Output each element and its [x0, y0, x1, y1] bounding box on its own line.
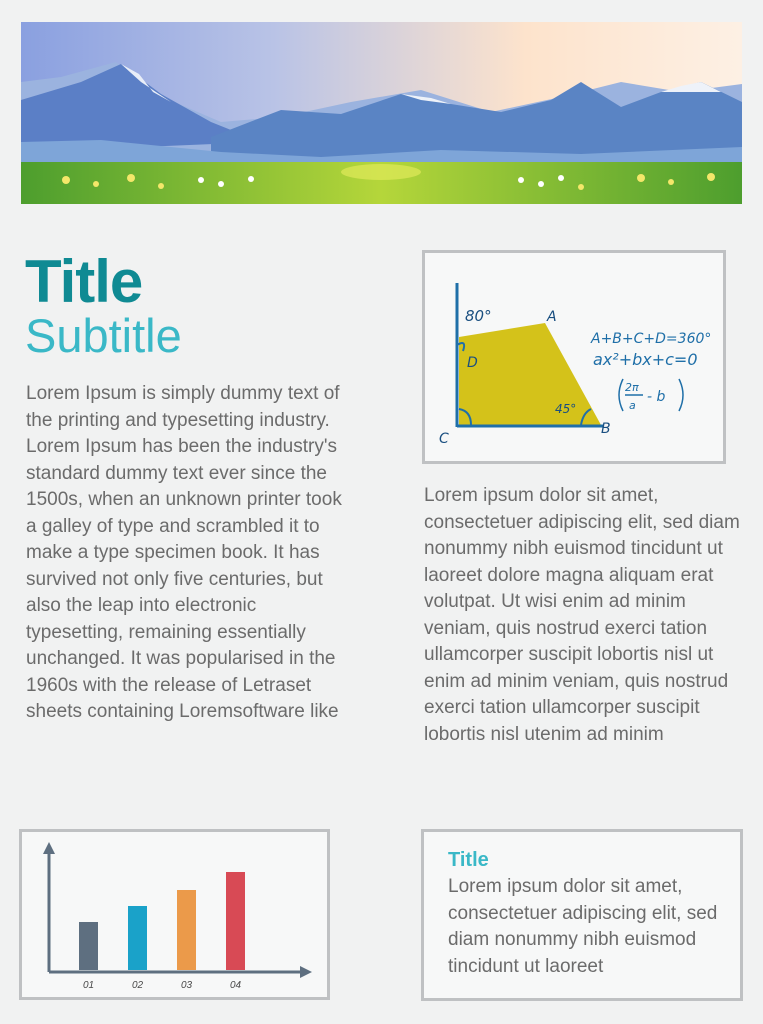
tick-label-04: 04	[229, 980, 242, 991]
card-text: Lorem ipsum dolor sit amet, consectetuer adipiscing elit, sed diam nonummy nibh euismod tincidunt ut laoreet	[448, 876, 718, 977]
mountain-landscape-image	[21, 22, 742, 204]
page-title: Title	[25, 248, 143, 315]
bar-03	[177, 890, 196, 970]
body-text-right: Lorem ipsum dolor sit amet, consectetuer adipiscing elit, sed diam nonummy nibh euismod tincidunt ut laoreet dolore magna aliquam erat volutpat. Ut wisi enim ad minim veniam, quis nostrud exerci tation ullamcorper suscipit lobortis nisl ut enim ad minim veniam, quis nostrud exerci tation ullamcorper suscipit lobortis nisl utenim ad minim	[424, 485, 740, 745]
angle-80-label: 80°	[465, 307, 492, 325]
vertex-d-label: D	[467, 355, 478, 371]
vertex-b-label: B	[601, 421, 611, 437]
tick-label-01: 01	[82, 980, 95, 991]
page-subtitle: Subtitle	[25, 309, 182, 362]
bar-chart	[22, 832, 327, 997]
equation-quadratic: ax²+bx+c=0	[593, 350, 698, 369]
tick-label-02: 02	[131, 980, 144, 991]
vertex-c-label: C	[439, 431, 449, 447]
x-axis-arrow	[300, 966, 312, 978]
fraction-remainder: - b	[647, 389, 666, 405]
fraction-denominator: a	[629, 399, 636, 412]
quadrilateral-diagram	[425, 253, 723, 461]
bar-02	[128, 906, 147, 970]
equation-angles: A+B+C+D=360°	[591, 331, 712, 347]
y-axis-arrow	[43, 842, 55, 854]
body-text-left: Lorem Ipsum is simply dummy text of the printing and typesetting industry. Lorem Ipsum has been the industry's standard dummy text ever since the 1500s, when an unknown printer took a galley of type and scrambled it to make a type specimen book. It has survived not only five centuries, but also the leap into electronic typesetting, remaining essentially unchanged. It was popularised in the 1960s with the release of Letraset sheets containing Loremsoftware like	[26, 383, 342, 722]
bar-01	[79, 922, 98, 970]
card-title: Title	[448, 849, 489, 871]
vertex-a-label: A	[547, 309, 557, 325]
math-illustration-frame	[422, 250, 726, 464]
bar-chart-frame	[19, 829, 330, 1000]
angle-45-label: 45°	[555, 402, 577, 416]
tick-label-03: 03	[180, 980, 193, 991]
bar-04	[226, 872, 245, 970]
mountain-banner	[21, 22, 742, 204]
fraction-numerator: 2π	[625, 381, 639, 394]
